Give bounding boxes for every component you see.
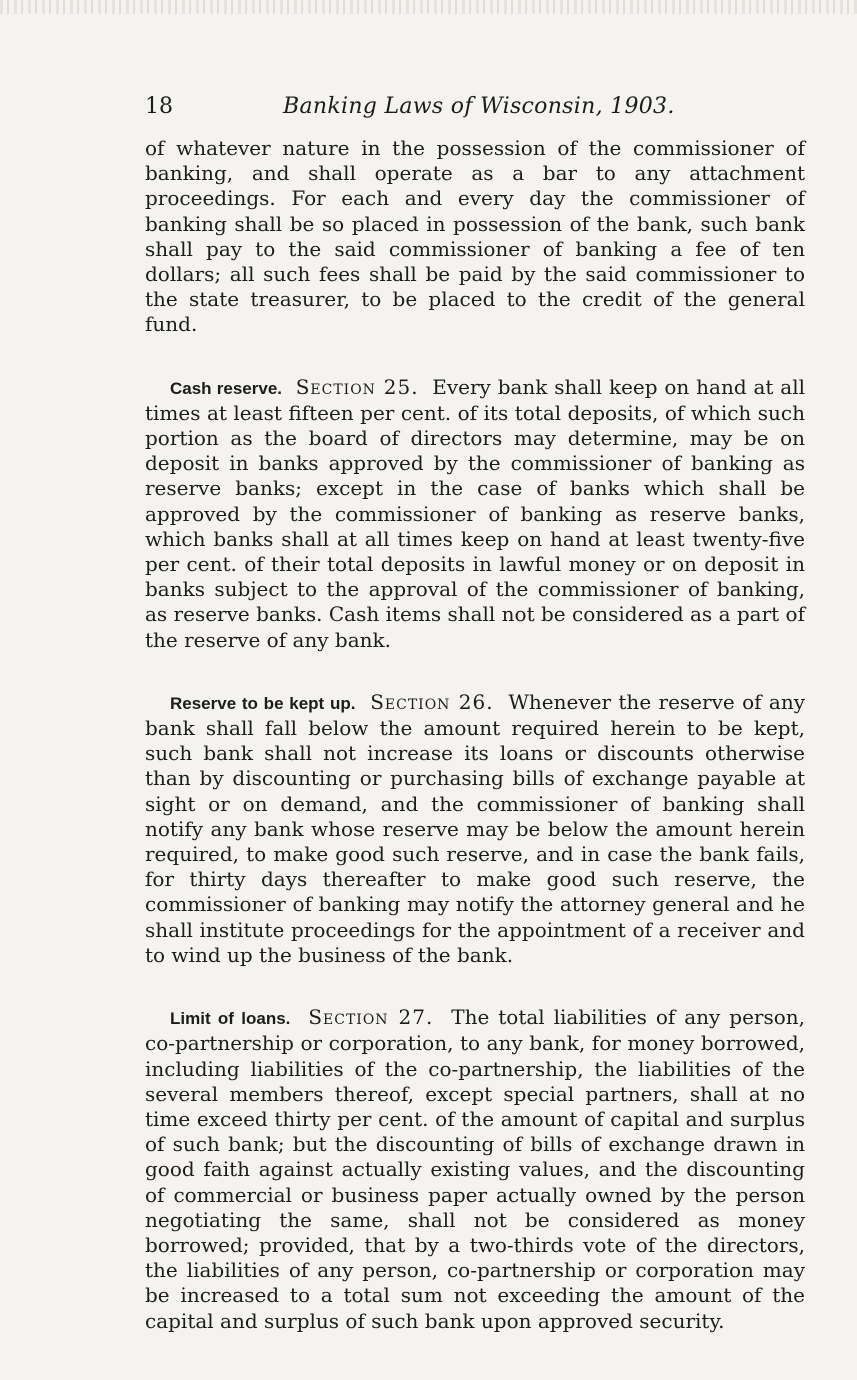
paragraph-section-27 xyxy=(145,1005,805,1334)
body-text xyxy=(145,136,805,1334)
running-head xyxy=(145,90,805,124)
paragraph-section-26 xyxy=(145,690,805,968)
sidenote-limit-of-loans: Limit of loans. xyxy=(170,1009,291,1029)
paragraph-continuation xyxy=(145,136,805,338)
section-number: Section 25. xyxy=(295,374,419,399)
paragraph-text: The total liabilities of any person, co-partnership or corporation, to any bank, for money borrowed, including liabilities of the co-partnership, the liabilities of the several members thereof, except special partners, shall at no time exceed thirty per cent. of the amount of capital and surplus of such bank; but the discounting of bills of exchange drawn in good faith against actually existing values, and the discounting of commercial or business paper actually owned by the person negotiating the same, shall not be considered as money borrowed; provided, that by a two-thirds vote of the directors, the liabilities of any person, co-partnership or corporation may be increased to a total sum not exceeding the amount of the capital and surplus of such bank upon approved security. xyxy=(145,1005,806,1333)
sidenote-cash-reserve: Cash reserve. xyxy=(170,378,283,398)
book-page xyxy=(145,90,805,1334)
running-title: Banking Laws of Wisconsin, 1903. xyxy=(283,94,675,119)
paragraph-text: Whenever the reserve of any bank shall fall below the amount required herein to be kept, such bank shall not increase its loans or discounts otherwise than by discounting or purchasing bills of exchange payable at sight or on demand, and the commissioner of banking shall notify any bank whose reserve may be below the amount herein required, to make good such reserve, and in case the bank fails, for thirty days thereafter to make good such reserve, the commissioner of banking may notify the attorney general and he shall institute proceedings for the appointment of a receiver and to wind up the business of the bank. xyxy=(145,689,805,967)
paragraph-text: of whatever nature in the possession of the commissioner of banking, and shall operate as a bar to any attachment proceedings. For each and every day the commissioner of banking shall be so placed in possession of the bank, such bank shall pay to the said commissioner of banking a fee of ten dollars; all such fees shall be paid by the said commissioner to the state treasurer, to be placed to the credit of the general fund. xyxy=(145,136,805,337)
paragraph-text: Every bank shall keep on hand at all times at least fifteen per cent. of its total deposits, of which such portion as the board of directors may determine, may be on deposit in banks approved by the commissioner of banking as reserve banks; except in the case of banks which shall be approved by the commissioner of banking as reserve banks, which banks shall at all times keep on hand at least twenty-five per cent. of their total deposits in lawful money or on deposit in banks subject to the approval of the commissioner of banking, as reserve banks. Cash items shall not be considered as a part of the reserve of any bank. xyxy=(145,374,805,652)
sidenote-reserve-kept-up: Reserve to be kept up. xyxy=(170,693,356,713)
paragraph-section-25 xyxy=(145,375,805,653)
page-number: 18 xyxy=(145,94,173,119)
scan-edge-noise xyxy=(0,0,857,14)
section-number: Section 27. xyxy=(308,1005,434,1030)
section-number: Section 26. xyxy=(370,689,494,714)
